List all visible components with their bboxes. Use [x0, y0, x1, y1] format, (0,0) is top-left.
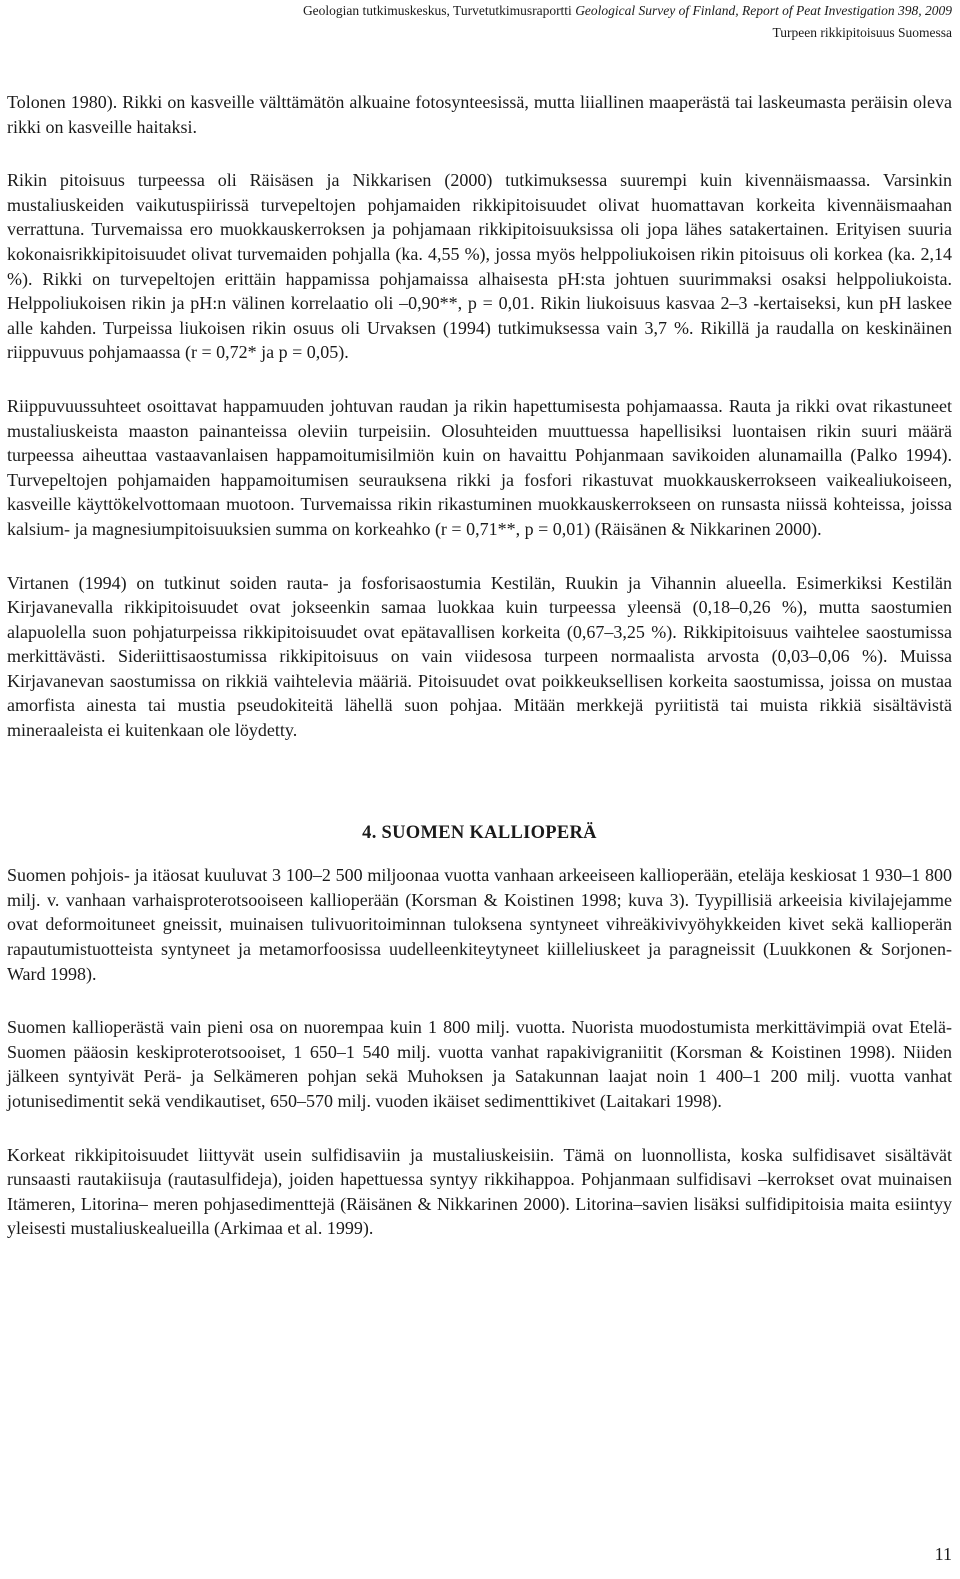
section-heading: 4. SUOMEN KALLIOPERÄ	[362, 822, 597, 843]
body-paragraph: Riippuvuussuhteet osoittavat happamuuden johtuvan raudan ja rikin hapettumisesta pohjamaassa. Rauta ja rikki ovat rikastuneet mustaliuskeista maaston painanteissa oleviin turpeisiin. Olosuhteiden muuttuessa hapellisiksi luontaisen rikin suuri määrä turpeessa aiheuttaa vastaavanlaisen happamoitumisilmiön kuin on havaittu Pohjanmaan savikoiden alunamailla (Palko 1994). Turvepeltojen pohjamaiden happamoitumisen seurauksena rikki ja fosfori rikastuvat muokkauskerrokseen vaikealiukoiseen, kasveille käyttökelvottomaan muotoon. Turvemaissa rikin rikastuminen muokkauskerrokseen on runsasta niissä kohteissa, joissa kalsium- ja magnesiumpitoisuuksien summa on korkeahko (r = 0,71**, p = 0,01) (Räisänen & Nikkarinen 2000).	[7, 395, 952, 539]
header-publisher-en: Geological Survey of Finland, Report of Peat Investigation 398, 2009	[575, 3, 952, 18]
section-paragraph: Korkeat rikkipitoisuudet liittyvät usein sulfidisaviin ja mustaliuskeisiin. Tämä on luonnollista, koska sulfidisavet sisältävät runsaasti rautakiisuja (rautasulfideja), joiden hapettuessa syntyy rikkihappoa. Pohjanmaan sulfidisavi –kerrokset ovat muinaisen Itämeren, Litorina– meren pohjasedimenttejä (Räisänen & Nikkarinen 2000). Litorina–savien lisäksi sulfidipitoisia maita esiintyy yleisesti mustaliuskealueilla (Arkimaa et al. 1999).	[7, 1144, 952, 1239]
header-line-1	[303, 0, 952, 22]
page-number: 11	[934, 1544, 952, 1564]
section-paragraph: Suomen pohjois- ja itäosat kuuluvat 3 100–2 500 miljoonaa vuotta vanhaan arkeeiseen kallioperään, eteläja keskiosat 1 930–1 800 milj. v. vanhaan varhaisproterotsooiseen kallioperään (Korsman & Koistinen 1998; kuva 3). Tyypillisiä arkeeisia kivilajejamme ovat deformoituneet gneissit, muinaisen tulivuoritoiminnan tuloksena syntyneet vihreäkivivyöhykkeiden kivet sekä kallioperän rapautumistuotteista syntyneet ja metamorfoosissa uudelleenkiteytyneet kiilleliuskeet ja paragneissit (Luukkonen & Sorjonen-Ward 1998).	[7, 865, 952, 984]
page-body	[7, 90, 952, 1270]
running-header	[303, 0, 952, 44]
body-paragraph: Rikin pitoisuus turpeessa oli Räisäsen ja Nikkarisen (2000) tutkimuksessa suurempi kuin kivennäismaassa. Varsinkin mustaliuskeiden vaikutuspiirissä turvepeltojen pohjamaiden rikkipitoisuudet olivat huomattavan korkeita kivennäismaahan verrattuna. Turvemaissa ero muokkauskerroksen ja pohjamaan rikkipitoisuuksissa oli jopa lähes satakertainen. Erityisen suuria kokonaisrikkipitoisuudet olivat turvemaiden pohjalla (ka. 4,55 %), jossa myös helppoliukoisen rikin pitoisuus oli korkea (ka. 2,14 %). Rikki on turvepeltojen erittäin happamissa pohjamaissa alhaisesta pH:sta johtuen suurimmaksi osaksi helppoliukoista. Helppoliukoisen rikin ja pH:n välinen korrelaatio oli –0,90**, p = 0,01. Rikin liukoisuus kasvaa 2–3 -kertaiseksi, kun pH laskee alle kahden. Turpeissa liukoisen rikin osuus oli Urvaksen (1994) tutkimuksessa vain 3,7 %. Rikillä ja raudalla on keskinäinen riippuvuus pohjamaassa (r = 0,72* ja p = 0,05).	[7, 170, 952, 363]
header-line-2: Turpeen rikkipitoisuus Suomessa	[772, 25, 952, 40]
body-paragraph: Tolonen 1980). Rikki on kasveille välttämätön alkuaine fotosynteesissä, mutta liiallinen maaperästä tai laskeumasta peräisin oleva rikki on kasveille haitaksi.	[7, 92, 952, 137]
header-publisher-fi: Geologian tutkimuskeskus, Turvetutkimusraportti	[302, 3, 576, 18]
section-paragraph: Suomen kallioperästä vain pieni osa on nuorempaa kuin 1 800 milj. vuotta. Nuorista muodostumista merkittävimpiä ovat Etelä-Suomen pääosin keskiproterotsooiset, 1 650–1 540 milj. vuotta vanhat rapakivigraniitit (Korsman & Koistinen 1998). Niiden jälkeen syntyivät Perä- ja Selkämeren pohjan sekä Muhoksen ja Satakunnan laajat noin 1 400–1 200 milj. vuotta vanhat jotunisedimentit sekä vendikautiset, 650–570 milj. vuoden ikäiset sedimenttikivet (Laitakari 1998).	[7, 1017, 952, 1111]
body-paragraph: Virtanen (1994) on tutkinut soiden rauta- ja fosforisaostumia Kestilän, Ruukin ja Vihannin alueella. Esimerkiksi Kestilän Kirjavanevalla rikkipitoisuudet ovat jokseenkin samaa luokkaa kuin turpeessa yleensä (0,18–0,26 %), mutta saostumien alapuolella suon pohjaturpeissa rikkipitoisuudet ovat epätavallisen korkeita (0,67–3,25 %). Rikkipitoisuus vaihtelee saostumissa merkittävästi. Sideriittisaostumissa rikkipitoisuus on vain viidesosa turpeen normaalista arvosta (0,03–0,06 %). Muissa Kirjavanevan saostumissa on rikkiä vaihtelevia määriä. Pitoisuudet ovat poikkeuksellisen korkeita saostumissa, joissa on mustaa amorfista ainesta tai mustia pseudokiteitä lähellä suon pohjaa. Mitään merkkejä pyriitistä tai muista rikkiä sisältävistä mineraaleista ei kuitenkaan ole löydetty.	[7, 572, 952, 741]
